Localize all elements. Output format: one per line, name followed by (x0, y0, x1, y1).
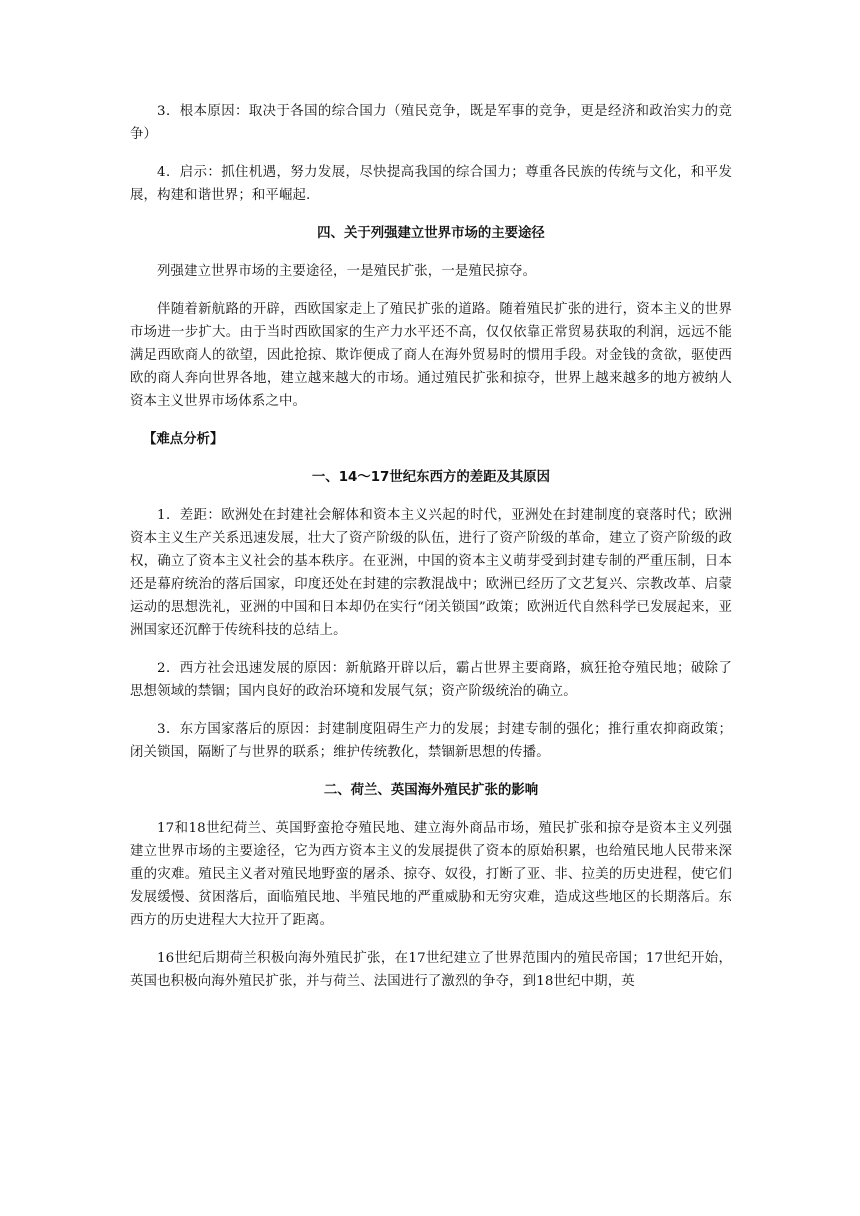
paragraph-colonial-impact: 17和18世纪荷兰、英国野蛮抢夺殖民地、建立海外商品市场，殖民扩张和掠夺是资本主义列强建立世界市场的主要途径，它为西方资本主义的发展提供了资本的原始积累，也给殖民地人民带来深重的灾难。殖民主义者对殖民地野蛮的屠杀、掠夺、奴役，打断了亚、非、拉美的历史进程，使它们发展缓慢、贫困落后，面临殖民地、半殖民地的严重威胁和无穷灾难，造成这些地区的长期落后。东西方的历史进程大大拉开了距离。 (130, 821, 732, 928)
paragraph-east-backward-reasons: 3．东方国家落后的原因：封建制度阻碍生产力的发展；封建专制的强化；推行重农抑商政策；闭关锁国，隔断了与世界的联系；维护传统教化，禁锢新思想的传播。 (130, 722, 732, 760)
paragraph-fundamental-reason: 3．根本原因：取决于各国的综合国力（殖民竞争，既是军事的竞争，更是经济和政治实力的竞争） (130, 104, 732, 142)
paragraph-new-route-expansion: 伴随着新航路的开辟，西欧国家走上了殖民扩张的道路。随着殖民扩张的进行，资本主义的世界市场进一步扩大。由于当时西欧国家的生产力水平还不高，仅仅依靠正常贸易获取的利润，远远不能满足西欧商人的欲望，因此抢掠、欺诈便成了商人在海外贸易时的惯用手段。对金钱的贪欲，驱使西欧的商人奔向世界各地，建立越来越大的市场。通过殖民扩张和掠夺，世界上越来越多的地方被纳人资本主义世界市场体系之中。 (130, 302, 732, 409)
paragraph-dutch-british-expansion: 16世纪后期荷兰积极向海外殖民扩张，在17世纪建立了世界范围内的殖民帝国；17世纪开始，英国也积极向海外殖民扩张，并与荷兰、法国进行了激烈的争夺，到18世纪中期，英 (130, 951, 732, 989)
heading-east-west-gap: 一、14～17世纪东西方的差距及其原因 (311, 470, 551, 485)
paragraph-gap: 1．差距：欧洲处在封建社会解体和资本主义兴起的时代，亚洲处在封建制度的衰落时代；欧洲资本主义生产关系迅速发展，壮大了资产阶级的队伍，进行了资产阶级的革命，建立了资产阶级的政权，确立了资本主义社会的基本秩序。在亚洲，中国的资本主义萌芽受到封建专制的严重压制，日本还是幕府统治的落后国家，印度还处在封建的宗教混战中；欧洲已经历了文艺复兴、宗教改革、启蒙运动的思想洗礼，亚洲的中国和日本却仍在实行“闭关锁国”政策；欧洲近代自然科学已发展起来，亚洲国家还沉醉于传统科技的总结上。 (130, 508, 732, 638)
document-page (130, 100, 732, 1008)
paragraph-west-development-reasons: 2．西方社会迅速发展的原因：新航路开辟以后，霸占世界主要商路，疯狂抢夺殖民地；破除了思想领域的禁锢；国内良好的政治环境和发展气氛；资产阶级统治的确立。 (130, 661, 732, 699)
heading-world-market-routes: 四、关于列强建立世界市场的主要途径 (317, 226, 545, 241)
section-label-difficulty-analysis: 【难点分析】 (143, 432, 224, 447)
paragraph-enlightenment: 4．启示：抓住机遇，努力发展，尽快提高我国的综合国力；尊重各民族的传统与文化，和平发展，构建和谐世界；和平崛起. (130, 165, 732, 203)
heading-colonial-expansion-impact: 二、荷兰、英国海外殖民扩张的影响 (323, 783, 539, 798)
paragraph-main-routes: 列强建立世界市场的主要途径，一是殖民扩张，一是殖民掠夺。 (157, 264, 537, 279)
